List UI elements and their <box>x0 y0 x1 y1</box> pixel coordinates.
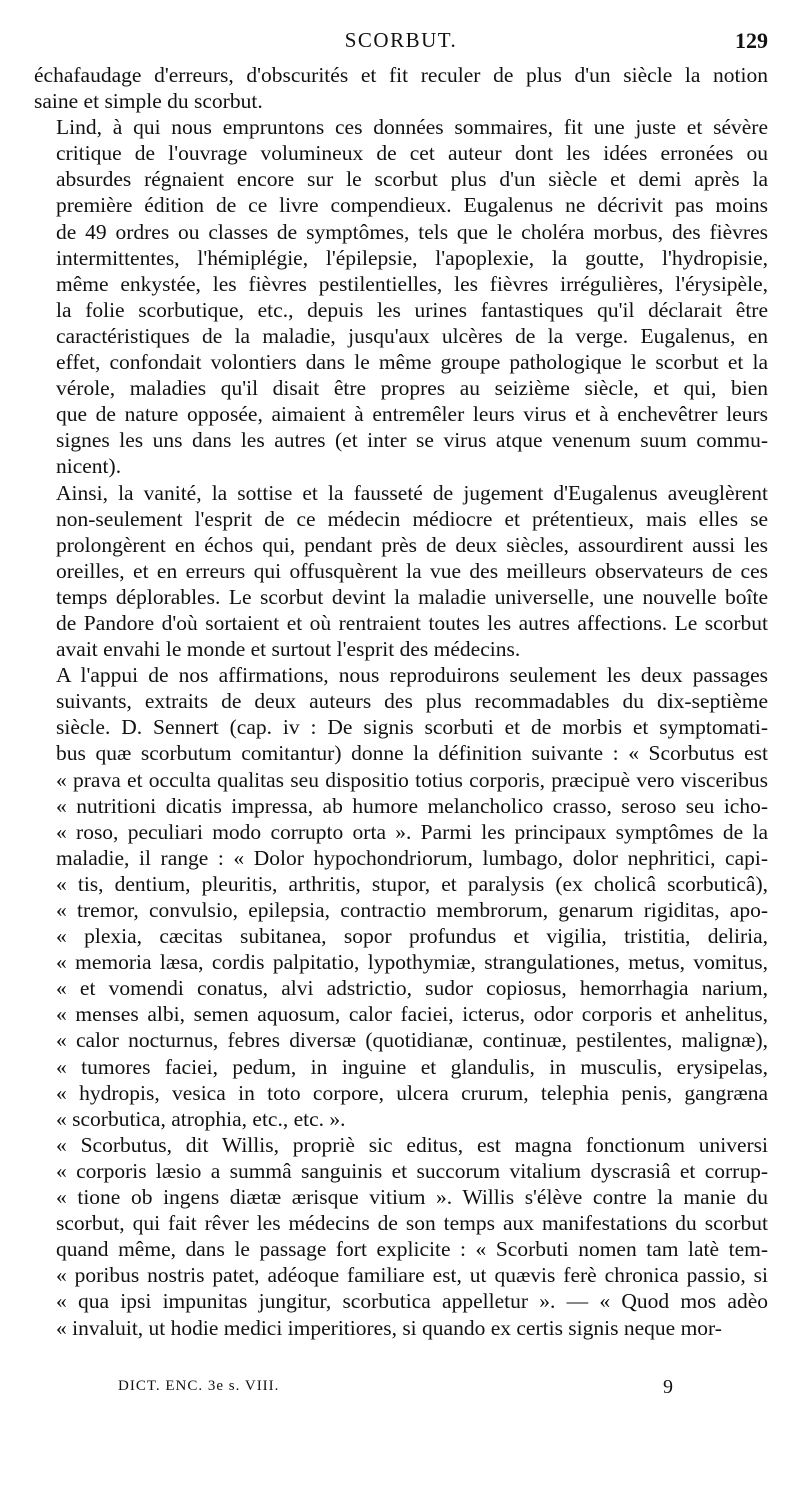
text-line: « Scorbutus, dit Willis, propriè sic editus, est magna fonctionum universi <box>56 1132 768 1157</box>
text-line: « poribus nostris patet, adéoque familiare est, ut quævis ferè chronica passio, si <box>56 1263 768 1288</box>
text-line: prolongèrent en échos qui, pendant près de deux siècles, assourdirent aussi les <box>56 532 768 557</box>
text-line: scorbut, qui fait rêver les médecins de son temps aux manifestations du scorbut <box>56 1211 768 1236</box>
text-line: « prava et occulta qualitas seu dispositio totius corporis, præcipuè vero visceribus <box>56 767 768 792</box>
text-line: absurdes régnaient encore sur le scorbut plus d'un siècle et demi après la <box>56 167 768 192</box>
paragraph <box>34 62 768 114</box>
text-line: première édition de ce livre compendieux. Eugalenus ne décrivit pas moins <box>56 193 768 218</box>
text-line: oreilles, et en erreurs qui offusquèrent la vue des meilleurs observateurs de ces <box>56 558 768 583</box>
text-line: « tumores faciei, pedum, in inguine et glandulis, in musculis, erysipelas, <box>56 1054 768 1079</box>
text-line: « tremor, convulsio, epilepsia, contractio membrorum, genarum rigiditas, apo- <box>56 898 768 922</box>
text-line: « et vomendi conatus, alvi adstrictio, sudor copiosus, hemorrhagia narium, <box>56 976 768 1001</box>
text-line: effet, confondait volontiers dans le même groupe pathologique le scorbut et la <box>56 350 768 375</box>
text-line: de 49 ordres ou classes de symptômes, tels que le choléra morbus, des fièvres <box>56 219 768 244</box>
text-line: « qua ipsi impunitas jungitur, scorbutica appelletur ». — « Quod mos adèo <box>56 1289 768 1314</box>
text-line: même enkystée, les fièvres pestilentielles, les fièvres irrégulières, l'érysipèle, <box>56 271 768 296</box>
text-line: « hydropis, vesica in toto corpore, ulcera crurum, telephia penis, gangræna <box>56 1080 768 1105</box>
text-line: intermittentes, l'hémiplégie, l'épilepsie, l'apoplexie, la goutte, l'hydropisie, <box>56 245 768 270</box>
text-line: maladie, il range : « Dolor hypochondriorum, lumbago, dolor nephritici, capi- <box>56 845 768 870</box>
text-line: « invaluit, ut hodie medici imperitiores, si quando ex certis signis neque mor- <box>56 1315 722 1340</box>
text-line: non-seulement l'esprit de ce médecin médiocre et prétentieux, mais elles se <box>56 506 768 531</box>
printer-signature: DICT. ENC. 3e s. VIII. <box>118 1378 280 1394</box>
page-number: 129 <box>735 28 768 53</box>
text-line: signes les uns dans les autres (et inter se virus atque venenum suum commu- <box>56 428 768 453</box>
text-line: caractéristiques de la maladie, jusqu'aux ulcères de la verge. Eugalenus, en <box>56 323 768 348</box>
text-line: « memoria læsa, cordis palpitatio, lypothymiæ, strangulationes, metus, vomitus, <box>56 950 768 975</box>
text-line: avait envahi le monde et surtout l'esprit des médecins. <box>56 637 521 662</box>
paragraph <box>34 662 768 1132</box>
text-line: « calor nocturnus, febres diversæ (quotidianæ, continuæ, pestilentes, malignæ), <box>56 1028 768 1053</box>
paragraph <box>34 480 768 663</box>
text-line: « nutritioni dicatis impressa, ab humore melancholico crasso, seroso seu icho- <box>56 793 768 818</box>
text-line: siècle. D. Sennert (cap. iv : De signis scorbuti et de morbis et symptomati- <box>56 715 768 740</box>
paragraph <box>34 1132 768 1341</box>
text-line: « tione ob ingens diætæ ærisque vitium ». Willis s'élève contre la manie du <box>56 1185 768 1210</box>
text-line: saine et simple du scorbut. <box>34 89 263 114</box>
text-line: Lind, à qui nous empruntons ces données sommaires, fit une juste et sévère <box>56 115 768 140</box>
text-line: temps déplorables. Le scorbut devint la maladie universelle, une nouvelle boîte <box>56 584 768 609</box>
text-line: Ainsi, la vanité, la sottise et la fausseté de jugement d'Eugalenus aveuglèrent <box>56 480 768 505</box>
text-line: « menses albi, semen aquosum, calor faciei, icterus, odor corporis et anhelitus, <box>56 1002 768 1027</box>
running-title: SCORBUT. <box>344 28 458 52</box>
text-line: suivants, extraits de deux auteurs des plus recommadables du dix-septième <box>56 689 768 714</box>
text-line: que de nature opposée, aimaient à entremêler leurs virus et à enchevêtrer leurs <box>56 402 768 427</box>
text-line: vérole, maladies qu'il disait être propres au seizième siècle, et qui, bien <box>56 376 768 401</box>
text-line: « roso, peculiari modo corrupto orta ». Parmi les principaux symptômes de la <box>56 819 768 844</box>
text-line: échafaudage d'erreurs, d'obscurités et fit reculer de plus d'un siècle la notion <box>34 63 768 87</box>
text-line: nicent). <box>56 454 122 479</box>
body-text <box>34 62 768 1341</box>
text-line: quand même, dans le passage fort explicite : « Scorbuti nomen tam latè tem- <box>56 1237 768 1262</box>
text-line: bus quæ scorbutum comitantur) donne la définition suivante : « Scorbutus est <box>56 741 768 766</box>
paragraph <box>34 114 768 479</box>
text-line: « scorbutica, atrophia, etc., etc. ». <box>56 1106 346 1131</box>
text-line: de Pandore d'où sortaient et où rentraient toutes les autres affections. Le scorbut <box>56 610 768 635</box>
text-line: « corporis læsio a summâ sanguinis et succorum vitalium dyscrasiâ et corrup- <box>56 1158 768 1183</box>
text-line: la folie scorbutique, etc., depuis les urines fantastiques qu'il déclarait être <box>56 297 768 322</box>
text-line: A l'appui de nos affirmations, nous reproduirons seulement les deux passages <box>56 663 768 688</box>
page-footer <box>118 1378 678 1404</box>
text-line: « plexia, cæcitas subitanea, sopor profundus et vigilia, tristitia, deliria, <box>56 924 768 949</box>
page-header <box>34 28 768 56</box>
text-line: « tis, dentium, pleuritis, arthritis, stupor, et paralysis (ex cholicâ scorbuticâ), <box>56 871 768 896</box>
signature-number: 9 <box>663 1376 673 1398</box>
text-line: critique de l'ouvrage volumineux de cet auteur dont les idées erronées ou <box>56 141 768 166</box>
